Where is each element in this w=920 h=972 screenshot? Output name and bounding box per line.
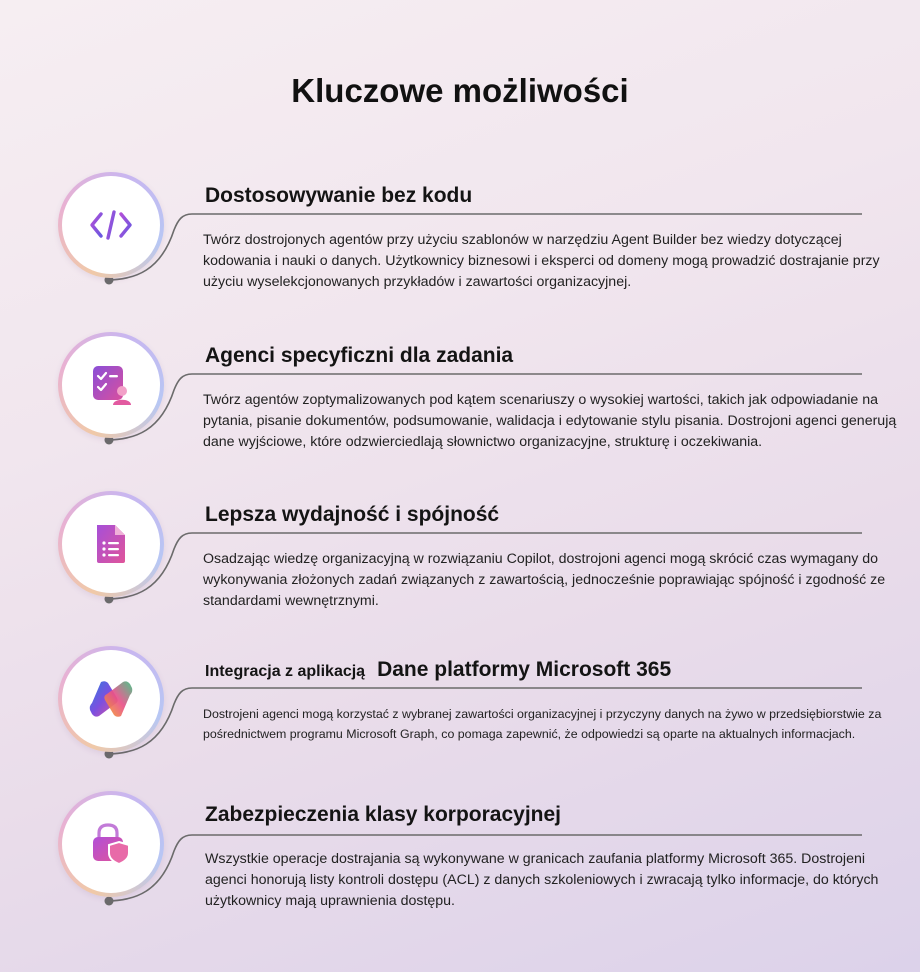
feature-title xyxy=(205,658,671,682)
feature-title: Agenci specyficzni dla zadania xyxy=(205,344,514,367)
feature-description: Wszystkie operacje dostrajania są wykonywane w granicach zaufania platformy Microsoft 365. Dostrojeni agenci honorują listy kontroli dostępu (ACL) z danych szkoleniowych i zwracają tylko informacje, do których użytkownicy mają uprawnienia dostępu. xyxy=(205,851,879,909)
feature-title: Zabezpieczenia klasy korporacyjnej xyxy=(205,803,561,826)
page-title: Kluczowe możliwości xyxy=(291,72,629,109)
icon-circle xyxy=(58,791,164,897)
feature-description: Twórz dostrojonych agentów przy użyciu szablonów w narzędziu Agent Builder bez wiedzy dotyczącej kodowania i nauki o danych. Użytkownicy biznesowi i eksperci od domeny mogą prowadzić dostrajanie przy użyciu wyselekcjonowanych przykładów i zawartości organizacyjnej. xyxy=(203,232,880,290)
feature-enterprise-security xyxy=(0,785,920,935)
feature-description: Dostrojeni agenci mogą korzystać z wybranej zawartości organizacyjnej i przyczyny danych na żywo w przedsiębiorstwie za pośrednictwem programu Microsoft Graph, co pomaga zapewnić, że odpowiedzi są oparte na aktualnych informacjach. xyxy=(203,707,882,741)
icon-circle xyxy=(58,332,164,438)
copilot-icon xyxy=(62,650,160,748)
icon-circle xyxy=(58,172,164,278)
feature-title: Lepsza wydajność i spójność xyxy=(205,503,500,526)
feature-no-code-customization xyxy=(0,166,920,316)
lock-shield-icon xyxy=(62,795,160,893)
code-icon xyxy=(62,176,160,274)
document-icon xyxy=(62,495,160,593)
feature-task-specific-agents xyxy=(0,326,920,476)
feature-description: Twórz agentów zoptymalizowanych pod kątem scenariuszy o wysokiej wartości, takich jak odpowiadanie na pytania, pisanie dokumentów, podsumowanie, walidacja i edytowanie stylu pisania. Dostrojoni agenci generują dane wyjściowe, które odzwierciedlają słownictwo organizacyjne, strukturę i oczekiwania. xyxy=(203,392,897,450)
icon-circle xyxy=(58,646,164,752)
feature-m365-integration xyxy=(0,640,920,790)
feature-title: Dostosowywanie bez kodu xyxy=(205,184,473,207)
feature-description: Osadzając wiedzę organizacyjną w rozwiązaniu Copilot, dostrojoni agenci mogą skrócić czas wymagany do wykonywania złożonych zadań związanych z zawartością, jednocześnie poprawiając spójność i zgodność ze standardami wewnętrznymi. xyxy=(203,551,886,609)
feature-efficiency-consistency xyxy=(0,485,920,635)
feature-title-part1: Integracja z aplikacją xyxy=(205,663,366,680)
icon-circle xyxy=(58,491,164,597)
feature-title-part2: Dane platformy Microsoft 365 xyxy=(377,658,672,681)
task-checklist-icon xyxy=(62,336,160,434)
